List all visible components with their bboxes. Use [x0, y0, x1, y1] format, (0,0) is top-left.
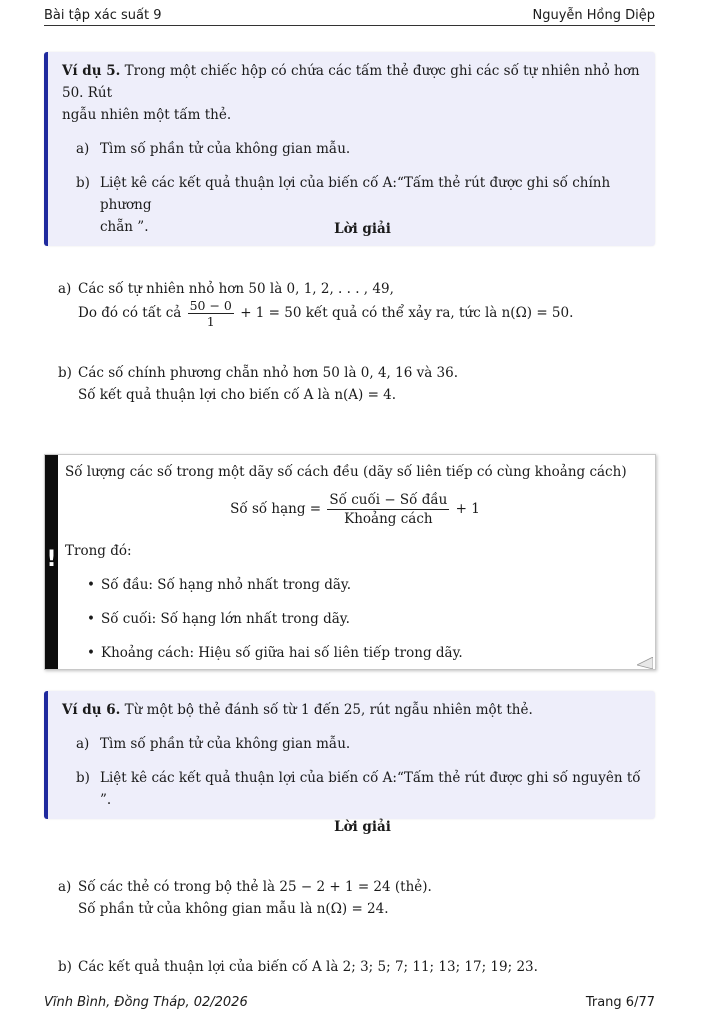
- item-label: a): [76, 736, 90, 752]
- footer-location: Vĩnh Bình, Đồng Tháp, 02/2026: [44, 995, 248, 1010]
- item-text: Tìm số phần tử của không gian mẫu.: [100, 141, 351, 157]
- text-segment: Do đó có tất cả: [78, 305, 182, 321]
- text-segment: + 1 = 50 kết quả có thể xảy ra, tức là n(Ω) = 50.: [240, 305, 574, 321]
- exclamation-icon: !: [46, 547, 57, 572]
- note-where: Trong đó:: [65, 543, 132, 559]
- item-text: Liệt kê các kết quả thuận lợi của biến cố A:“Tấm thẻ rút được ghi số nguyên tố ”.: [100, 770, 641, 808]
- item-text: Tìm số phần tử của không gian mẫu.: [100, 736, 351, 752]
- solution-line-fraction: [78, 298, 573, 329]
- example-5-statement: [62, 60, 641, 126]
- formula-rhs: + 1: [455, 501, 480, 517]
- formula-denominator: Khoảng cách: [344, 511, 433, 527]
- solution-2-part-a: [58, 876, 432, 920]
- note-box: [44, 454, 656, 670]
- header-author: Nguyễn Hồng Diệp: [532, 8, 655, 23]
- part-label: a): [58, 879, 72, 895]
- example-5-text-2: ngẫu nhiên một tấm thẻ.: [62, 107, 232, 123]
- example-5-box: [44, 52, 655, 246]
- fraction: [188, 298, 234, 329]
- page-header: [44, 8, 655, 26]
- example-6-box: [44, 691, 655, 819]
- item-label: a): [76, 141, 90, 157]
- solution-line: Số phần tử của không gian mẫu là n(Ω) = 24.: [78, 901, 389, 917]
- page-curl-icon: [637, 657, 653, 669]
- note-bullets: [87, 574, 645, 664]
- part-label: a): [58, 281, 72, 297]
- solution-heading: Lời giải: [334, 221, 391, 237]
- header-title: Bài tập xác suất 9: [44, 8, 162, 23]
- item-text-2: chẵn ”.: [100, 219, 149, 235]
- example-6-title: Ví dụ 6.: [62, 702, 121, 718]
- fraction-denominator: 1: [206, 314, 215, 329]
- fraction-numerator: 50 − 0: [189, 298, 232, 313]
- page-number: Trang 6/77: [585, 995, 655, 1010]
- solution-2-part-b: [58, 956, 538, 978]
- example-6-item-a: [62, 733, 641, 755]
- item-label: b): [76, 770, 90, 786]
- example-5-item-a: [62, 138, 641, 160]
- example-6-item-b: [62, 767, 641, 811]
- list-item: • Số cuối: Số hạng lớn nhất trong dãy.: [87, 608, 645, 630]
- solution-line: Các kết quả thuận lợi của biến cố A là 2; 3; 5; 7; 11; 13; 17; 19; 23.: [78, 959, 538, 975]
- part-label: b): [58, 959, 72, 975]
- solution-line: Số kết quả thuận lợi cho biến cố A là n(A) = 4.: [78, 387, 397, 403]
- list-item: • Khoảng cách: Hiệu số giữa hai số liên tiếp trong dãy.: [87, 642, 645, 664]
- note-formula: [65, 491, 645, 528]
- solution-1-part-b: [58, 362, 458, 406]
- solution-1-part-a: [58, 278, 573, 329]
- example-5-text-1: Trong một chiếc hộp có chứa các tấm thẻ được ghi các số tự nhiên nhỏ hơn 50. Rút: [62, 63, 640, 101]
- item-text-1: Liệt kê các kết quả thuận lợi của biến cố A:“Tấm thẻ rút được ghi số chính phương: [100, 175, 611, 213]
- formula-fraction: [327, 491, 449, 528]
- note-intro: Số lượng các số trong một dãy số cách đều (dãy số liên tiếp có cùng khoảng cách): [65, 464, 627, 480]
- solution-line: Các số chính phương chẵn nhỏ hơn 50 là 0, 4, 16 và 36.: [78, 365, 459, 381]
- list-item: • Số đầu: Số hạng nhỏ nhất trong dãy.: [87, 574, 645, 596]
- formula-lhs: Số số hạng =: [230, 501, 322, 517]
- item-label: b): [76, 175, 90, 191]
- formula-numerator: Số cuối − Số đầu: [329, 492, 448, 508]
- solution-line: Các số tự nhiên nhỏ hơn 50 là 0, 1, 2, . . . , 49,: [78, 281, 394, 297]
- example-6-text: Từ một bộ thẻ đánh số từ 1 đến 25, rút ngẫu nhiên một thẻ.: [124, 702, 533, 718]
- example-5-title: Ví dụ 5.: [62, 63, 121, 79]
- solution-line: Số các thẻ có trong bộ thẻ là 25 − 2 + 1 = 24 (thẻ).: [78, 879, 432, 895]
- example-6-statement: [62, 699, 641, 721]
- part-label: b): [58, 365, 72, 381]
- solution-heading: Lời giải: [334, 819, 391, 835]
